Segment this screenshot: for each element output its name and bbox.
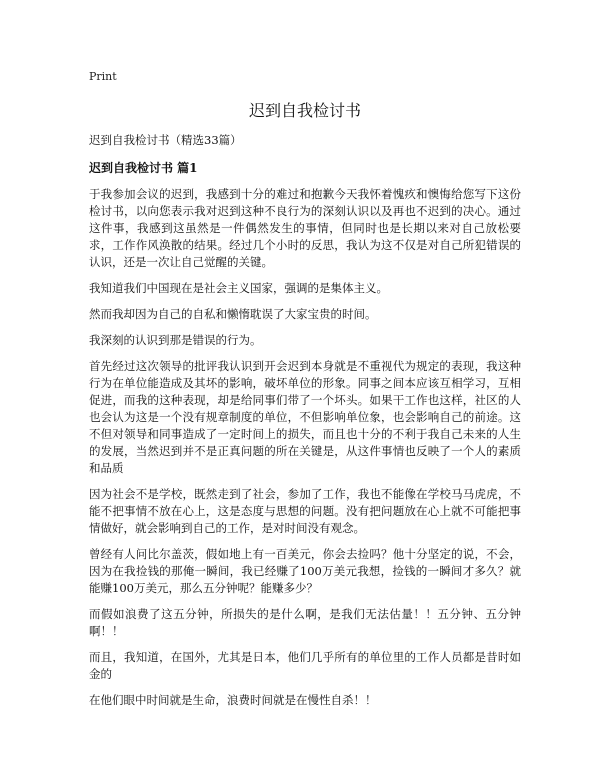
print-label: Print <box>89 70 117 83</box>
body-paragraph: 于我参加会议的迟到，我感到十分的难过和抱歉今天我怀着愧疚和懊悔给您写下这份检讨书，以向您表示我对迟到这种不良行为的深刻认识以及再也不迟到的决心。通过这件事，我感到这虽然是一件偶然发生的事情，但同时也是长期以来对自己放松要求，工作作风涣散的结果。经过几个小时的反思，我认为这不仅是对自己所犯错误的认识，还是一次让自己觉醒的关键。 <box>89 187 521 269</box>
body-paragraph: 在他们眼中时间就是生命，浪费时间就是在慢性自杀！！ <box>89 693 377 707</box>
document-page <box>89 70 521 718</box>
body-paragraph: 首先经过这次领导的批评我认识到开会迟到本身就是不重视代为规定的表现，我这种行为在单位能造成及其坏的影响，破坏单位的形象。同事之间本应该互相学习，互相促进，而我的这种表现，却是给同事们带了一个坏头。如果干工作也这样，社区的人也会认为这是一个没有规章制度的单位，不但影响单位象，也会影响自己的前途。这不但对领导和同事造成了一定时间上的损失，而且也十分的不利于我自己未来的人生的发展，当然迟到并不是正真问题的所在关键是，从这件事情也反映了一个人的素质和品质 <box>89 359 521 475</box>
body-paragraph: 而假如浪费了这五分钟，所损失的是什么啊，是我们无法估量！！五分钟、五分钟啊！！ <box>89 607 521 638</box>
body-paragraph: 因为社会不是学校，既然走到了社会，参加了工作，我也不能像在学校马马虎虎，不能不把事情不放在心上，这是态度与思想的问题。没有把问题放在心上就不可能把事情做好，就会影响到自己的工作，是对时间没有观念。 <box>89 487 521 535</box>
document-title: 迟到自我检讨书 <box>248 101 361 120</box>
body-paragraph: 而且，我知道，在国外，尤其是日本，他们几乎所有的单位里的工作人员都是昔时如金的 <box>89 650 521 681</box>
body-paragraph: 我知道我们中国现在是社会主义国家，强调的是集体主义。 <box>89 281 388 295</box>
body-paragraph: 曾经有人问比尔盖茨，假如地上有一百美元，你会去捡吗？他十分坚定的说，不会，因为在我捡钱的那俺一瞬间，我已经赚了100万美元我想，捡钱的一瞬间才多久？就能赚100万美元，那么五分钟呢？能赚多少？ <box>89 547 521 595</box>
body-paragraph: 然而我却因为自己的自私和懒惰耽误了大家宝贵的时间。 <box>89 307 377 321</box>
section-heading: 迟到自我检讨书 篇1 <box>89 161 198 175</box>
document-subtitle: 迟到自我检讨书（精选33篇） <box>89 133 242 147</box>
body-paragraph: 我深刻的认识到那是错误的行为。 <box>89 333 262 347</box>
